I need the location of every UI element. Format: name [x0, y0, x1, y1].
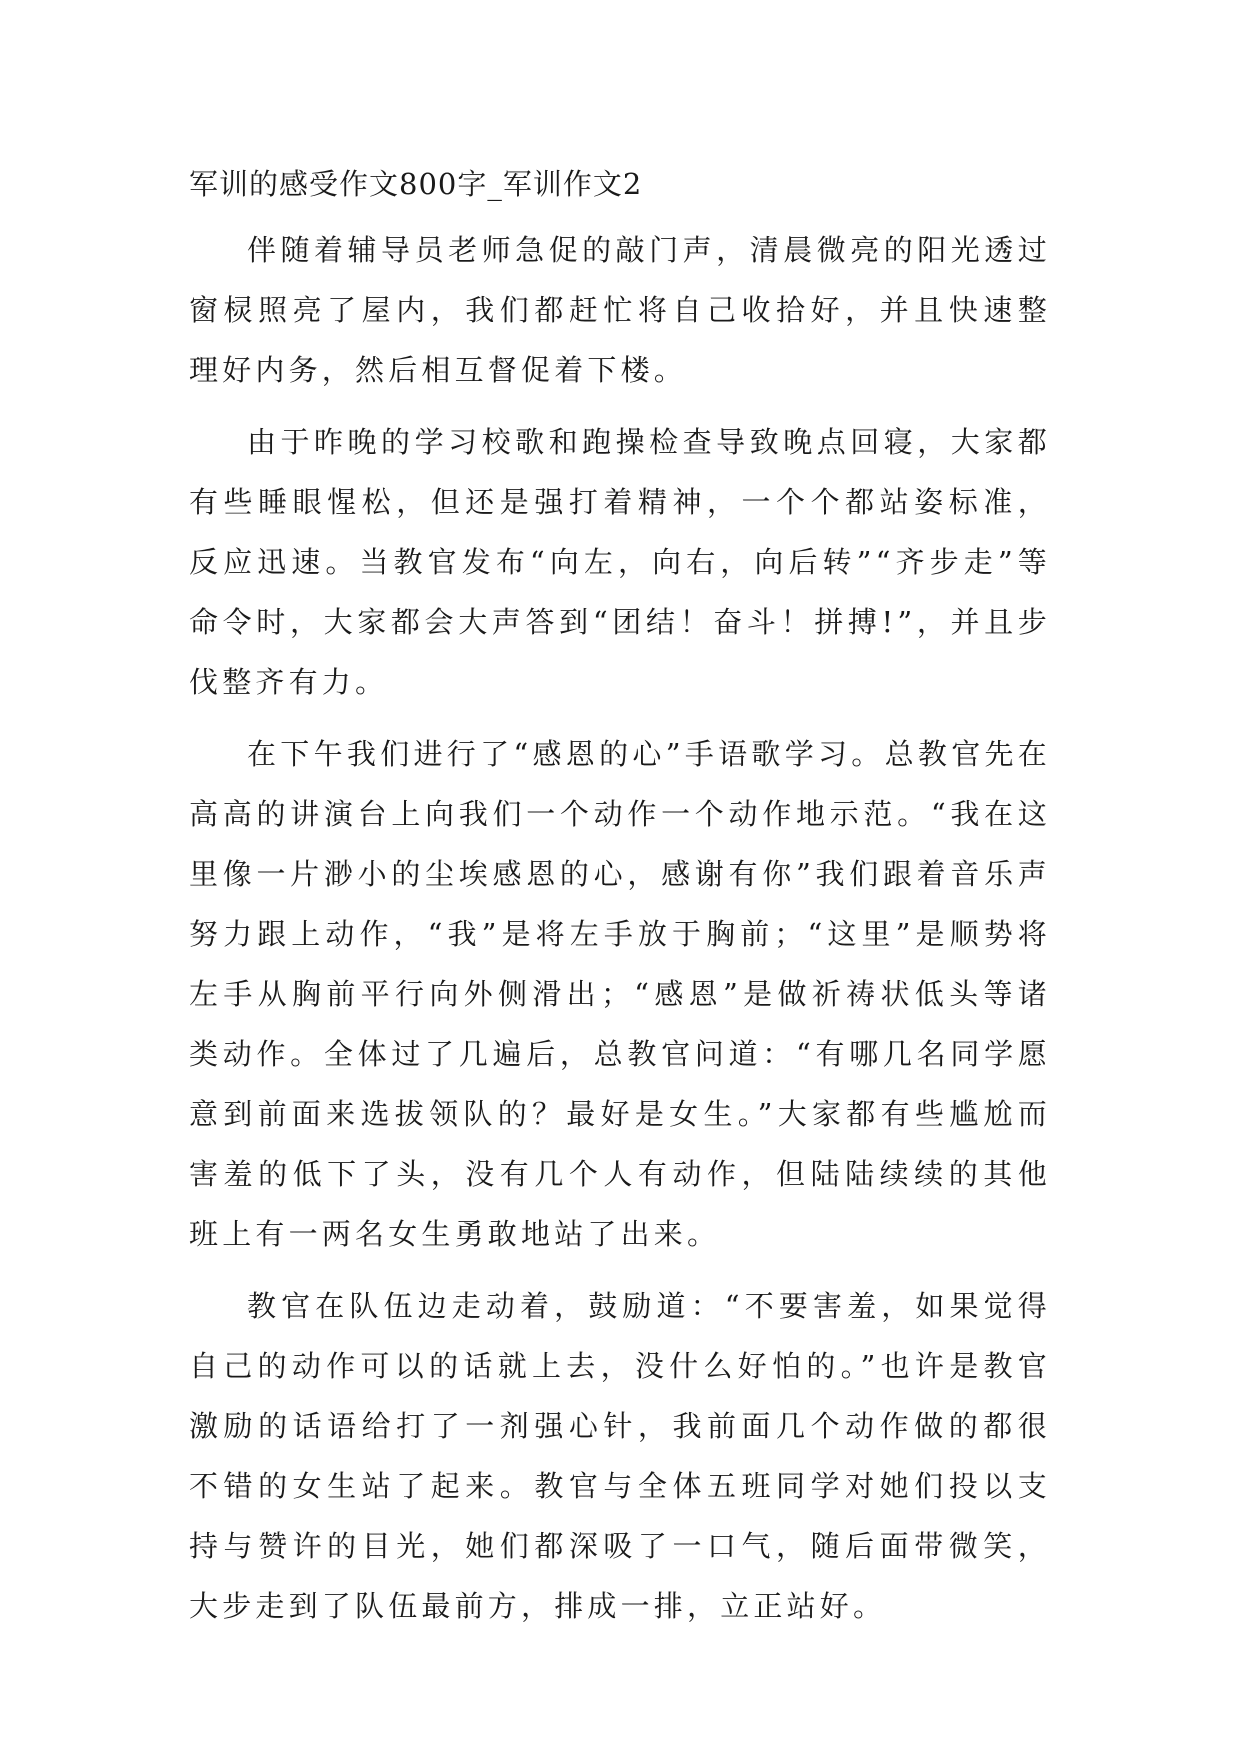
paragraph: 教官在队伍边走动着，鼓励道：“不要害羞，如果觉得自己的动作可以的话就上去，没什么好怕的。”也许是教官激励的话语给打了一剂强心针，我前面几个动作做的都很不错的女生站了起来。教官与全体五班同学对她们投以支持与赞许的目光，她们都深吸了一口气，随后面带微笑，大步走到了队伍最前方，排成一排，立正站好。 [189, 1289, 1051, 1623]
paragraph: 在下午我们进行了“感恩的心”手语歌学习。总教官先在高高的讲演台上向我们一个动作一个动作地示范。“我在这里像一片渺小的尘埃感恩的心，感谢有你”我们跟着音乐声努力跟上动作，“我”是将左手放于胸前；“这里”是顺势将左手从胸前平行向外侧滑出；“感恩”是做祈祷状低头等诸类动作。全体过了几遍后，总教官问道：“有哪几名同学愿意到前面来选拔领队的？最好是女生。”大家都有些尴尬而害羞的低下了头，没有几个人有动作，但陆陆续续的其他班上有一两名女生勇敢地站了出来。 [189, 737, 1051, 1251]
paragraph: 由于昨晚的学习校歌和跑操检查导致晚点回寝，大家都有些睡眼惺松，但还是强打着精神，一个个都站姿标准，反应迅速。当教官发布“向左，向右，向后转”“齐步走”等命令时，大家都会大声答到“团结！奋斗！拼搏!”，并且步伐整齐有力。 [189, 425, 1051, 699]
document-title: 军训的感受作文800字_军训作文2 [189, 167, 643, 201]
document-body [189, 220, 1051, 1648]
paragraph: 伴随着辅导员老师急促的敲门声，清晨微亮的阳光透过窗棂照亮了屋内，我们都赶忙将自己收拾好，并且快速整理好内务，然后相互督促着下楼。 [189, 233, 1051, 387]
